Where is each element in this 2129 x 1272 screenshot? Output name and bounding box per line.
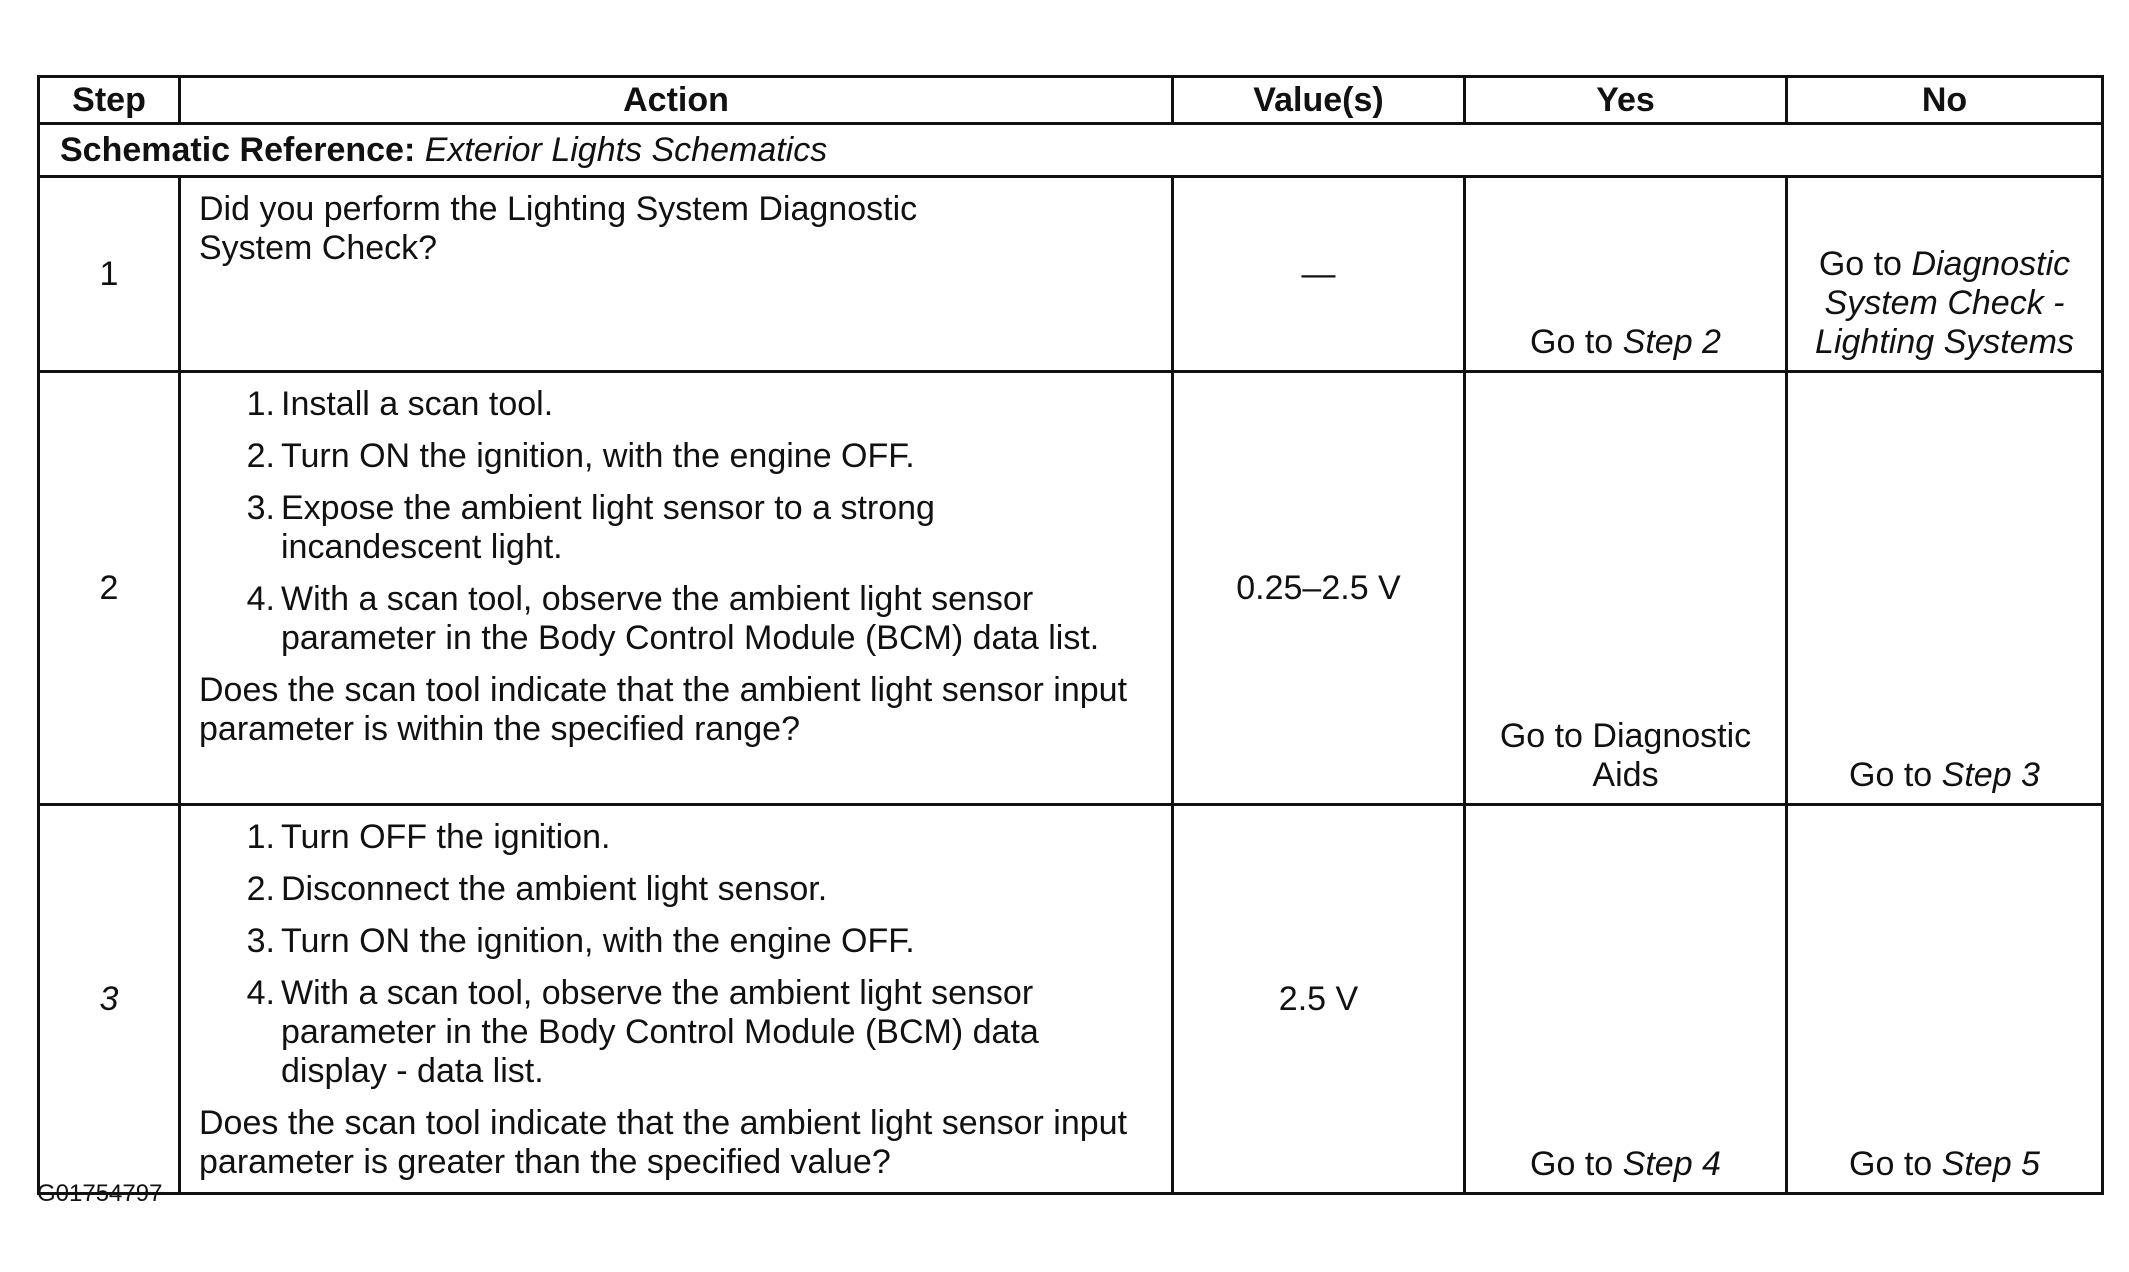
yes-step-link: Step 2 xyxy=(1622,323,1721,361)
no-step-link: Step 5 xyxy=(1941,1145,2040,1183)
list-item xyxy=(199,385,1153,424)
action-cell xyxy=(180,372,1173,805)
list-item xyxy=(199,922,1153,961)
schematic-reference-row xyxy=(39,124,2103,177)
list-text: Turn ON the ignition, with the engine OFF. xyxy=(281,922,915,960)
yes-step-link: Step 4 xyxy=(1622,1145,1721,1183)
list-text: Expose the ambient light sensor to a strong incandescent light. xyxy=(281,489,935,566)
action-question: Does the scan tool indicate that the ambient light sensor input parameter is within the specified range? xyxy=(199,671,1128,748)
no-cell xyxy=(1787,372,2103,805)
list-text: Turn OFF the ignition. xyxy=(281,818,611,856)
no-cell xyxy=(1787,805,2103,1194)
list-number: 4. xyxy=(246,580,275,618)
table-row xyxy=(39,372,2103,805)
action-list xyxy=(199,385,1153,658)
list-text: Install a scan tool. xyxy=(281,385,554,423)
list-item xyxy=(199,489,1041,567)
list-number: 2. xyxy=(246,870,275,908)
list-number: 3. xyxy=(246,922,275,960)
step-number: 2 xyxy=(39,372,180,805)
yes-prefix: Go to xyxy=(1530,323,1614,361)
step-number: 1 xyxy=(39,177,180,372)
table-header-row xyxy=(39,77,2103,124)
header-no: No xyxy=(1787,77,2103,124)
schematic-label: Schematic Reference: xyxy=(60,130,416,169)
no-cell xyxy=(1787,177,2103,372)
no-step-link: Step 3 xyxy=(1941,756,2040,794)
list-number: 2. xyxy=(246,437,275,475)
yes-prefix: Go to xyxy=(1530,1145,1614,1183)
yes-cell xyxy=(1465,805,1787,1194)
header-values: Value(s) xyxy=(1173,77,1465,124)
list-item xyxy=(199,974,1153,1091)
figure-id: G01754797 xyxy=(37,1180,163,1207)
list-number: 3. xyxy=(246,489,275,527)
list-item xyxy=(199,818,1153,857)
header-step: Step xyxy=(39,77,180,124)
table-row xyxy=(39,805,2103,1194)
table-row xyxy=(39,177,2103,372)
list-text: Turn ON the ignition, with the engine OFF. xyxy=(281,437,915,475)
no-prefix: Go to xyxy=(1849,756,1933,794)
list-text: With a scan tool, observe the ambient light sensor parameter in the Body Control Module (BCM) data display - data list. xyxy=(281,974,1039,1090)
schematic-reference xyxy=(39,124,2103,177)
action-question: Did you perform the Lighting System Diagnostic System Check? xyxy=(199,190,918,267)
list-item xyxy=(199,437,1153,476)
diagnostic-table xyxy=(37,75,2104,1195)
list-text: Disconnect the ambient light sensor. xyxy=(281,870,828,908)
header-yes: Yes xyxy=(1465,77,1787,124)
value-cell: 2.5 V xyxy=(1173,805,1465,1194)
yes-text: Go to Diagnostic Aids xyxy=(1499,717,1752,794)
list-text: With a scan tool, observe the ambient light sensor parameter in the Body Control Module (BCM) data list. xyxy=(281,580,1100,657)
yes-cell xyxy=(1465,177,1787,372)
no-step-link: Diagnostic System Check - Lighting Systems xyxy=(1815,245,2074,361)
header-action: Action xyxy=(180,77,1173,124)
list-number: 1. xyxy=(246,385,275,423)
action-question: Does the scan tool indicate that the ambient light sensor input parameter is greater than the specified value? xyxy=(199,1104,1128,1181)
value-cell: 0.25–2.5 V xyxy=(1173,372,1465,805)
action-cell xyxy=(180,805,1173,1194)
no-prefix: Go to xyxy=(1849,1145,1933,1183)
yes-cell xyxy=(1465,372,1787,805)
no-prefix: Go to xyxy=(1818,245,1902,283)
step-number: 3 xyxy=(39,805,180,1194)
list-item xyxy=(199,580,1141,658)
value-cell: — xyxy=(1173,177,1465,372)
list-item xyxy=(199,870,1153,909)
schematic-link: Exterior Lights Schematics xyxy=(424,130,828,169)
list-number: 1. xyxy=(246,818,275,856)
list-number: 4. xyxy=(246,974,275,1012)
action-list xyxy=(199,818,1153,1091)
action-cell xyxy=(180,177,1173,372)
